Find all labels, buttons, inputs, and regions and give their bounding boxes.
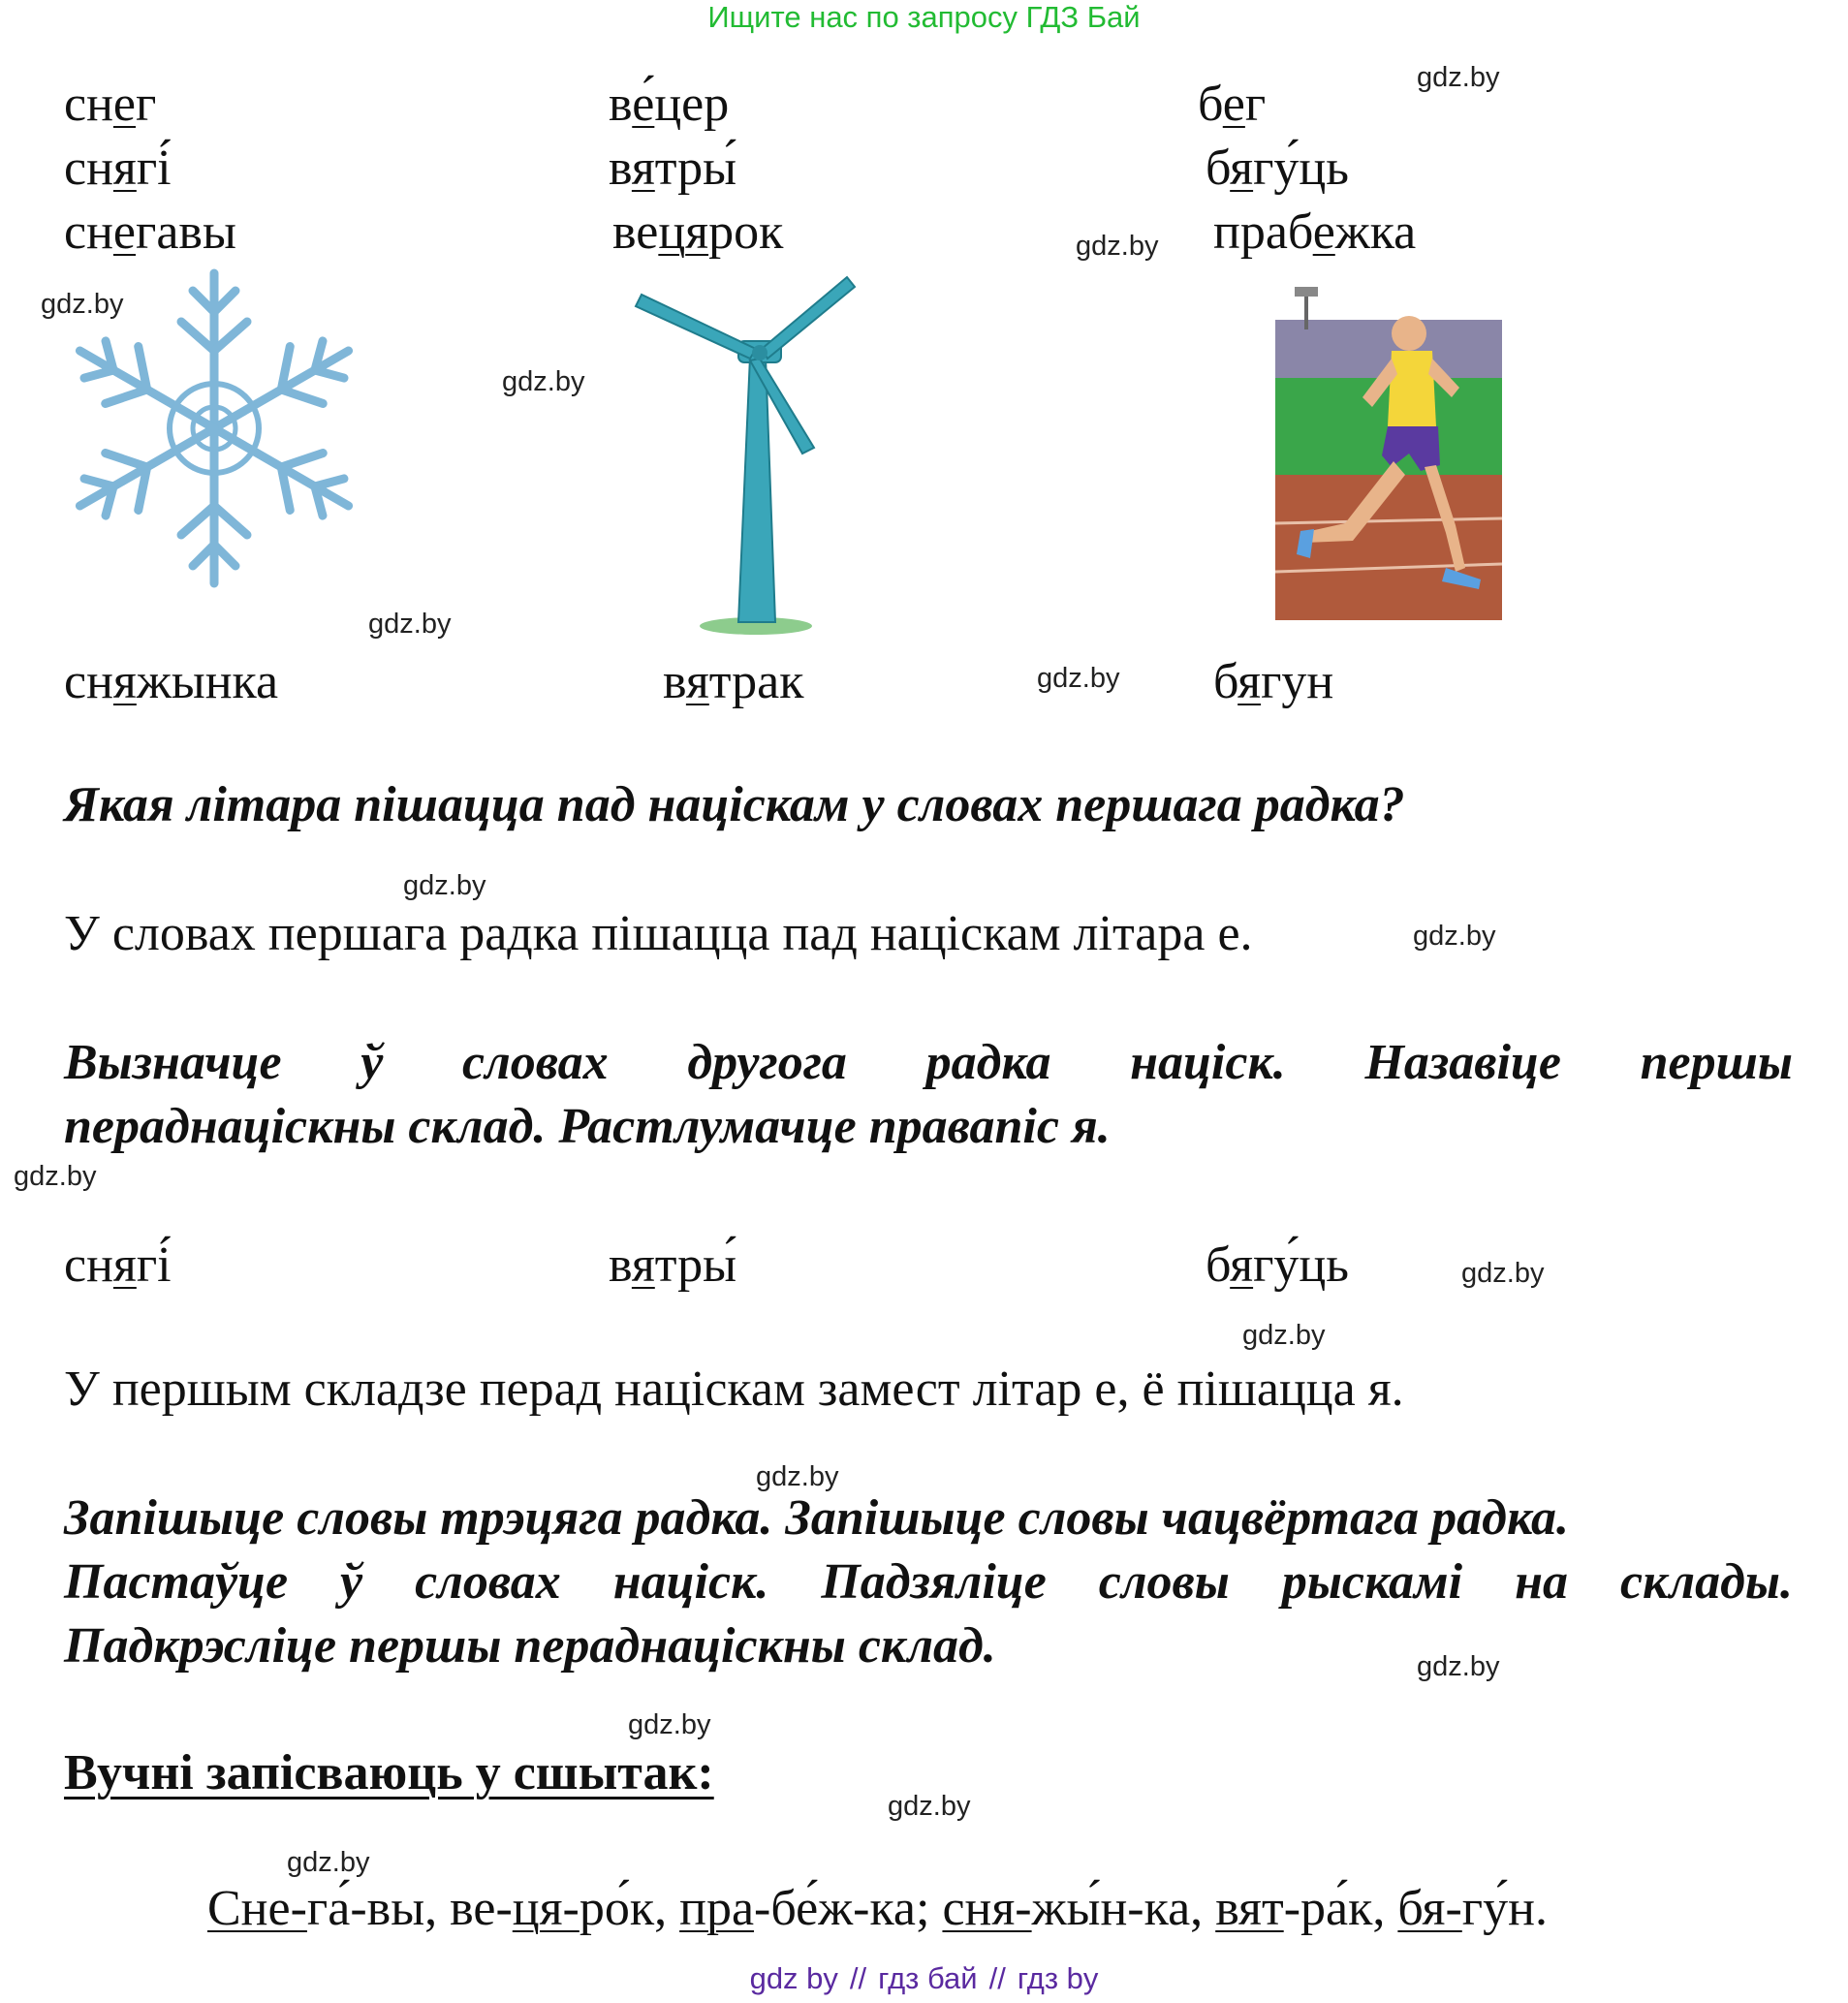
answer-1: У словах першага радка пішацца пад націскам літара е. <box>64 906 1253 961</box>
watermark: gdz.by <box>1037 663 1120 694</box>
word-vyatry: вятры́ <box>609 141 737 196</box>
watermark: gdz.by <box>1413 921 1496 952</box>
top-banner: Ищите нас по запросу ГДЗ Бай <box>707 0 1141 34</box>
watermark: gdz.by <box>368 609 452 640</box>
watermark: gdz.by <box>1242 1320 1326 1351</box>
watermark: gdz.by <box>1076 231 1159 262</box>
watermark: gdz.by <box>502 366 585 397</box>
word-snyazhynka: сняжынка <box>64 654 279 709</box>
watermark: gdz.by <box>756 1461 839 1492</box>
word-byaguc-repeat: бягу́ць <box>1206 1237 1349 1293</box>
snowflake-illustration <box>64 264 364 593</box>
word-vyatrak: вятрак <box>663 654 804 709</box>
section-heading: Вучні запісваюць у сшытак: <box>64 1745 714 1800</box>
task-3-line-2: Пастаўце ў словах націск. Падзяліце словы рыскамі на склады. <box>64 1554 1793 1610</box>
watermark: gdz.by <box>14 1161 97 1192</box>
word-byagun: бягун <box>1213 654 1334 709</box>
word-vecer: ве́цер <box>609 77 730 132</box>
word-sneg: снег <box>64 77 157 132</box>
watermark: gdz.by <box>287 1847 370 1878</box>
watermark: gdz.by <box>1417 1651 1500 1682</box>
final-answer: Сне-га́-вы, ве-ця-ро́к, пра-бе́ж-ка; сня-жы́н-ка, вят-ра́к, бя-гу́н. <box>207 1881 1548 1936</box>
word-snyagi-repeat: снягі́ <box>64 1237 172 1293</box>
word-vecyarok: вецярок <box>612 204 784 260</box>
runner-illustration <box>1275 281 1502 620</box>
word-beg: бег <box>1198 77 1267 132</box>
task-2-line-1: Вызначце ў словах другога радка націск. Назавіце першы <box>64 1035 1793 1090</box>
task-3-line-1: Запішыце словы трэцяга радка. Запішыце словы чацвёртага радка. <box>64 1490 1570 1546</box>
task-2-line-2: пераднаціскны склад. Растлумачце правапіс я. <box>64 1099 1111 1154</box>
footer: gdz by // гдз бай // гдз by <box>749 1961 1099 1995</box>
word-byaguc: бягу́ць <box>1206 141 1349 196</box>
wind-turbine-illustration <box>630 271 862 640</box>
watermark: gdz.by <box>888 1791 971 1822</box>
task-3-line-3: Падкрэсліце першы пераднаціскны склад. <box>64 1618 996 1674</box>
word-vyatry-repeat: вятры́ <box>609 1237 737 1293</box>
watermark: gdz.by <box>628 1709 711 1740</box>
word-prabezhka: прабежка <box>1213 204 1417 260</box>
task-1: Якая літара пішацца пад націскам у словах першага радка? <box>64 777 1405 832</box>
watermark: gdz.by <box>1461 1258 1545 1289</box>
word-snyagi: снягі́ <box>64 141 172 196</box>
watermark: gdz.by <box>1417 62 1500 93</box>
watermark: gdz.by <box>41 289 124 320</box>
answer-2: У першым складзе перад націскам замест літар е, ё пішацца я. <box>64 1361 1404 1417</box>
watermark: gdz.by <box>403 870 486 901</box>
word-snegavy: снегавы <box>64 204 236 260</box>
